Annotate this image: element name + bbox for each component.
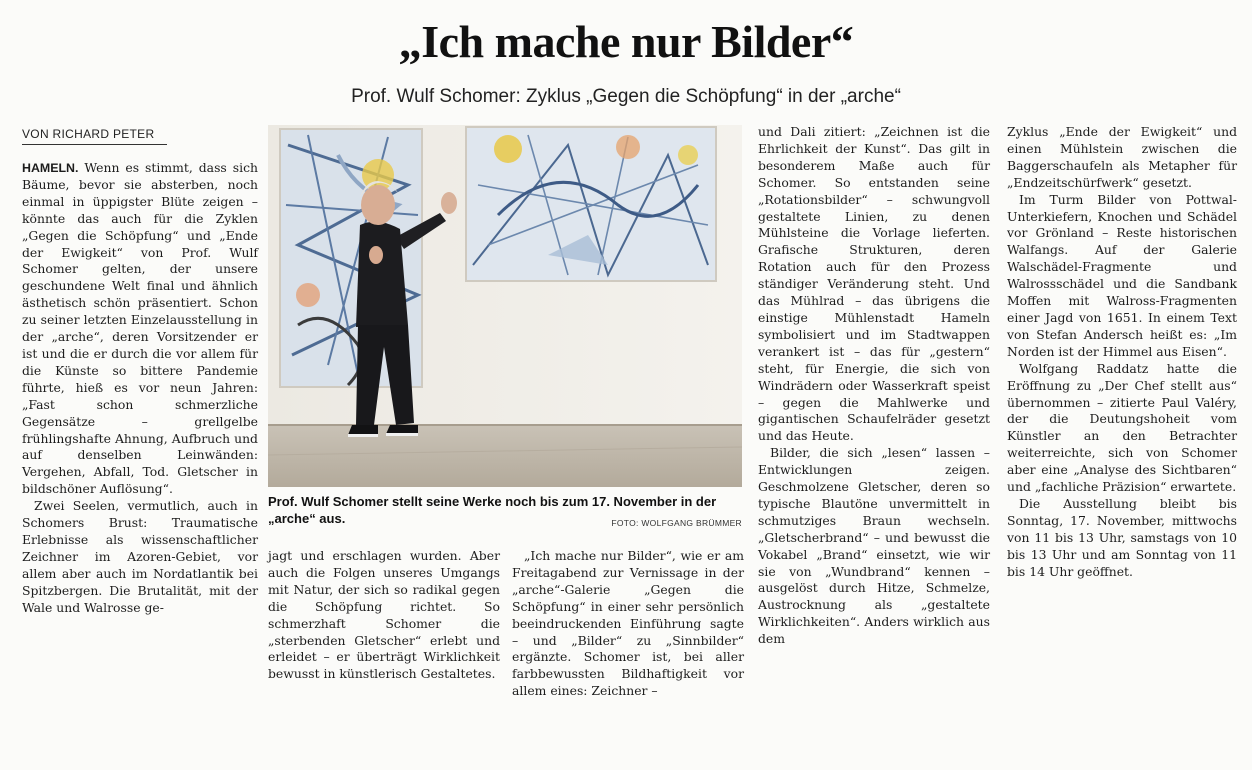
paragraph: Bilder, die sich „lesen“ lassen – Entwicklungen zeigen. Geschmolzene Gletscher, deren so typische Blautöne unvermittelt in schmutziges Braun wechseln. „Gletscherbrand“ – und bewusst die Vokabel „Brand“ einsetzt, wie wir sie von „Wundbrand“ kennen – ausgelöst durch Hitze, Schmelze, Austrocknung als „gestaltete Wirklichkeiten“. Anders wirklich aus dem [758,445,990,647]
photo-credit: FOTO: WOLFGANG BRÜMMER [611,518,742,528]
paragraph: „Ich mache nur Bilder“, wie er am Freitagabend zur Vernissage in der „arche“-Galerie „Gegen die Schöpfung“ in einer sehr persönlich beeindruckenden Einführung sagte – und „Bilder“ zu „Sinnbilder“ ergänzte. Schomer ist, bei aller farbbewussten Bildhaftigkeit vor allem eines: Zeichner – [512,548,744,699]
paragraph-text: Wenn es stimmt, dass sich Bäume, bevor sie absterben, noch einmal in üppigster Blüte zeigen – könnte das auch für die Zyklen „Gegen die Schöpfung“ und „Ende der Ewigkeit“ von Prof. Wulf Schomer gelten, der unsere geschundene Welt final und ähnlich ästhetisch schön präsentiert. Schon zu seiner letzten Einzelausstellung in der „arche“, deren Vorsitzender er ist und die er durch die vor allem für die Künste so bittere Pandemie führte, hieß es vor neun Jahren: „Fast schon schmerzliche Gegensätze – grellgelbe frühlingshafte Ahnung, Aufbruch und auf denselben Leinwänden: Vergehen, Abfall, Tod. Gletscher in bildschöner Auflösung“. [22,160,258,497]
paragraph: Wolfgang Raddatz hatte die Eröffnung zu „Der Chef stellt aus“ übernommen – zitierte Paul Valéry, der die Deutungshoheit vom Künstler an den Betrachter weiterreichte, sich von Schomer aber eine „Analyse des Sichtbaren“ und „fachliche Präzision“ erwartete. [1007,360,1237,495]
headline: „Ich mache nur Bilder“ [398,16,854,67]
paragraph: jagt und erschlagen wurden. Aber auch die Folgen unseres Umgangs mit Natur, der sich so radikal gegen die Schöpfung richtet. So schmerzhaft Schomer die „sterbenden Gletscher“ erlebt und erleidet – er überträgt Wirklichkeit bewusst in künstlerisch Gestaltetes. [268,548,500,682]
paragraph: Zwei Seelen, vermutlich, auch in Schomers Brust: Traumatische Erlebnisse als wissenschaftlicher Zeichner im Azoren-Gebiet, vor allem aber auch im Nordatlantik bei Spitzbergen. Die Brutalität, mit der Wale und Walrosse ge- [22,498,258,615]
dateline: HAMELN. [22,161,79,175]
photo-illustration [268,125,742,487]
photo-caption: Prof. Wulf Schomer stellt seine Werke noch bis zum 17. November in der „arche“ aus. [268,494,717,526]
paragraph: Die Ausstellung bleibt bis Sonntag, 17. November, mittwochs von 11 bis 13 Uhr, samstags von 10 bis 13 Uhr und am Sonntag von 11 bis 14 Uhr geöffnet. [1007,495,1237,579]
article-photo [268,125,742,487]
article-column-5 [1007,124,1237,580]
painting-right [466,127,716,281]
paragraph: Im Turm Bilder von Pottwal-Unterkiefern, Knochen und Schädel vor Grönland – Reste historischen Walfangs. Auf der Galerie Walschädel-Fragmente und Walrossschädel und die Sandbank Moffen mit Walross-Fragmenten einer Jagd von 1651. In einem Text von Stefan Andersch heißt es: „Im Norden ist der Himmel aus Eisen“. [1007,191,1237,359]
subheadline: Prof. Wulf Schomer: Zyklus „Gegen die Schöpfung“ in der „arche“ [351,86,901,107]
article-column-4 [758,124,990,648]
article-column-3 [512,548,744,700]
article-column-2 [268,548,500,683]
paragraph [22,160,258,498]
byline: VON RICHARD PETER [22,127,167,145]
paragraph: Zyklus „Ende der Ewigkeit“ und einen Mühlstein zwischen die Baggerschaufeln als Metapher für „Endzeitschürfwerk“ gesetzt. [1007,124,1237,190]
paragraph: und Dali zitiert: „Zeichnen ist die Ehrlichkeit der Kunst“. Das gilt in besonderem Maße auch für Schomer. So entstanden seine „Rotationsbilder“ – schwungvoll gestaltete Linien, zu denen Mühlsteine die Vorlage lieferten. Grafische Strukturen, deren Rotation auch für den Prozess ständiger Veränderung steht. Und das Mühlrad – das übrigens die einstige Mühlenstadt Hameln symbolisiert und im Stadtwappen verankert ist – das für „gestern“ steht, für Energie, die sich von Windrädern oder Wasserkraft speist – gegen die Mahlwerke und gigantischen Schaufelräder gesetzt und das Heute. [758,124,990,444]
article-column-1 [22,160,258,740]
